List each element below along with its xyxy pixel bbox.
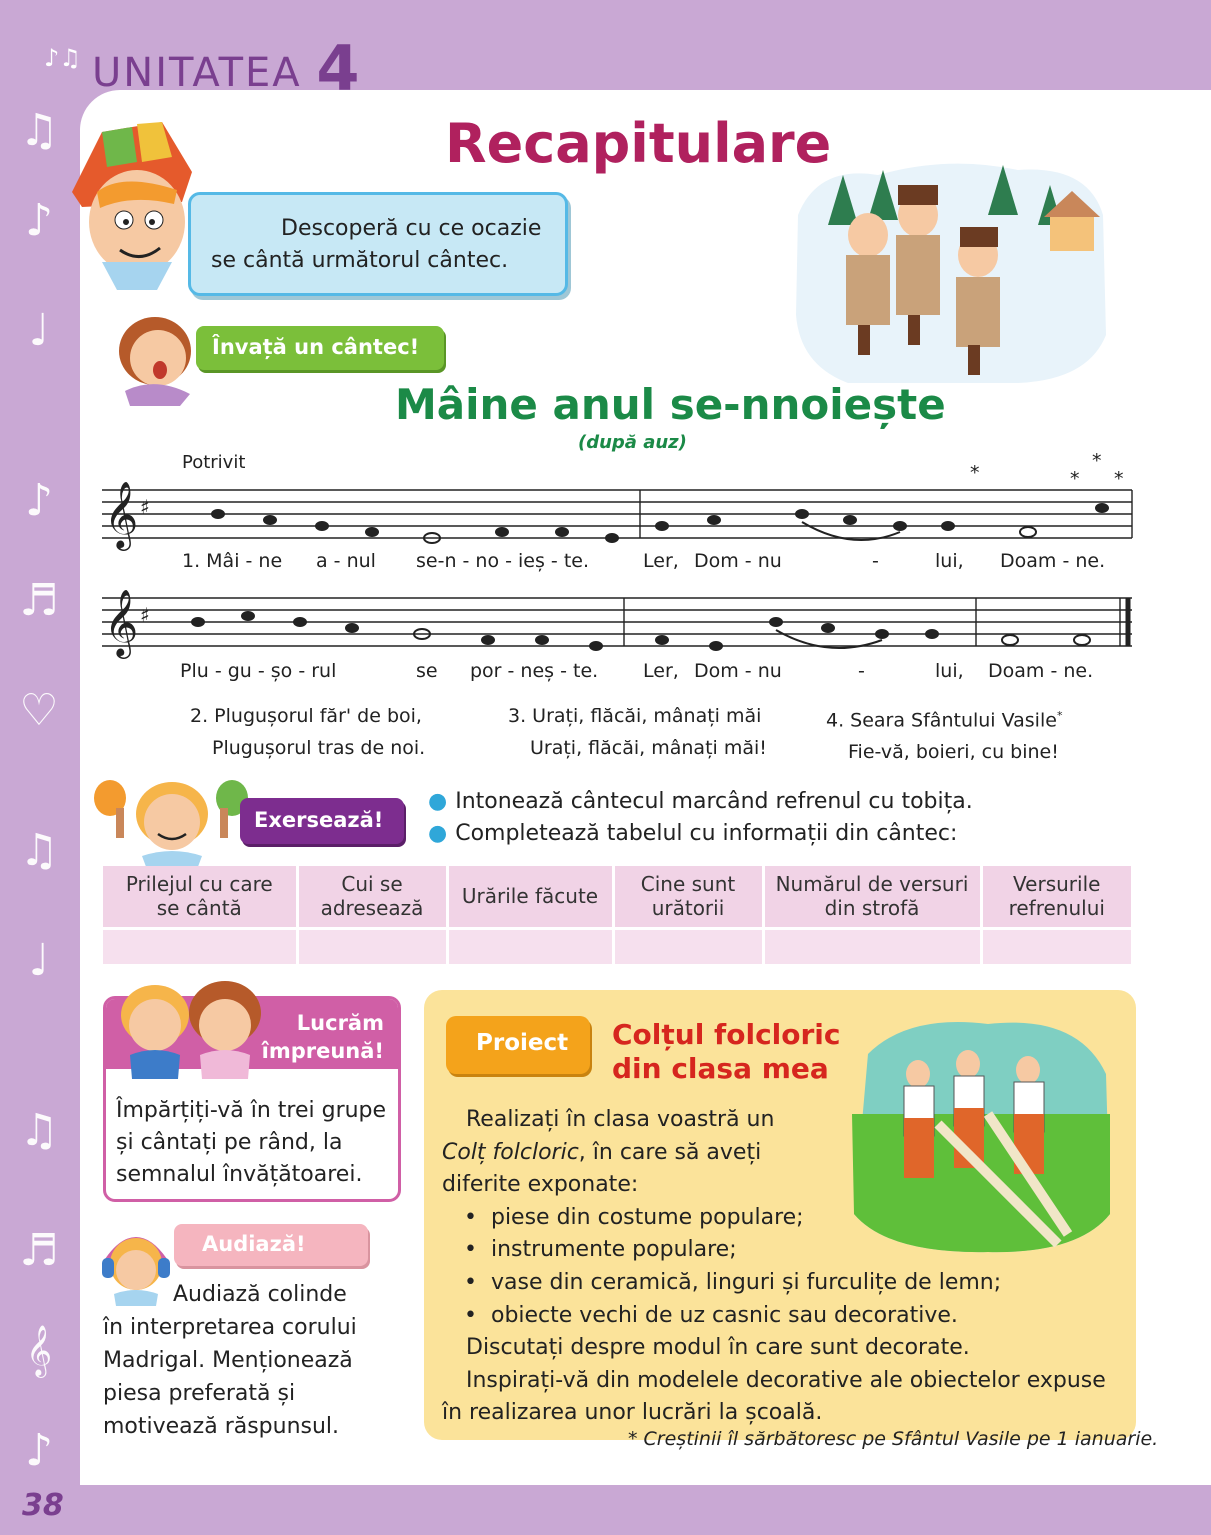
project-text [442, 1104, 1106, 1430]
unit-title [92, 28, 362, 105]
carolers-winter-illustration [788, 155, 1108, 385]
violin-icon: ♬ [19, 1225, 59, 1276]
exercise-bullet-1 [428, 786, 973, 818]
lyric-r1-8: Doam - ne. [1000, 550, 1106, 572]
project-intro-line-2 [442, 1137, 1106, 1170]
listen-line: motivează răspunsul. [103, 1414, 340, 1439]
guitar-icon: ♩ [28, 305, 50, 356]
footnote: * Creștinii îl sărbătoresc pe Sfântul Vasile pe 1 ianuarie. [628, 1428, 1159, 1450]
music-notes-icon: ♪♫ [44, 44, 81, 72]
fermata-stars: * [970, 462, 980, 484]
maracas-boy-illustration [92, 772, 252, 872]
lyric-r1-2: a - nul [316, 550, 376, 572]
eighth-note-icon: ♪ [24, 475, 54, 526]
intro-speech-bubble [188, 192, 568, 296]
table-cell[interactable] [447, 928, 613, 964]
music-staff-row-1 [102, 462, 1136, 552]
table-header [297, 866, 447, 928]
work-text-line: Împărțiți-vă în trei grupe [116, 1098, 387, 1123]
bullet-dot-icon: ● [428, 789, 448, 814]
verse-4-line-2: Fie-vă, boieri, cu bine! [848, 741, 1059, 764]
project-intro-line-3: diferite exponate: [442, 1172, 639, 1198]
lyric-r1-5: Dom - nu [694, 550, 782, 572]
double-note-icon: ♫ [19, 1105, 59, 1156]
project-paragraph-3-line-1: Inspirați-vă din modelele decorative ale obiectelor expuse [466, 1367, 1106, 1393]
table-cell[interactable] [103, 928, 297, 964]
verse-2 [190, 700, 425, 764]
work-text-line: semnalul învățătoarei. [116, 1162, 363, 1187]
song-subtitle: (după auz) [578, 432, 687, 453]
table-header [981, 866, 1131, 928]
listen-line: Audiază colinde [173, 1282, 347, 1307]
verse-3 [508, 700, 767, 764]
music-staff-row-2 [102, 570, 1136, 660]
unit-number: 4 [316, 32, 362, 105]
svg-text:𝄞: 𝄞 [104, 480, 139, 548]
lyric-r2-2: se [416, 660, 438, 682]
lyric-r2-3: por - neș - te. [470, 660, 599, 682]
work-text-line: și cântați pe rând, la [116, 1130, 343, 1155]
lyric-r2-4: Ler, [643, 660, 679, 682]
list-item: • vase din ceramică, linguri și furculițe de lemn; [442, 1267, 1106, 1300]
table-header-l1: Cine sunt [640, 872, 736, 897]
project-title-l1: Colțul folcloric [612, 1018, 841, 1051]
table-header-l1: Versurile [1013, 872, 1101, 897]
table-header-l2: se cântă [156, 896, 242, 921]
page-number: 38 [22, 1488, 64, 1523]
table-header [763, 866, 981, 928]
table-header-row [103, 866, 1131, 928]
lyric-r2-8: Doam - ne. [988, 660, 1094, 682]
table-header-l2: refrenului [1008, 896, 1105, 921]
song-title: Mâine anul se-nnoiește [395, 380, 946, 429]
project-paragraph-3-line-2: în realizarea unor lucrări la școală. [442, 1400, 823, 1426]
work-together-title-l2: împreună! [261, 1039, 384, 1063]
svg-text:♯: ♯ [140, 603, 150, 627]
exercise-bullets [428, 786, 973, 850]
project-title-l2: din clasa mea [612, 1052, 829, 1085]
table-cell[interactable] [981, 928, 1131, 964]
table-header-l1: Prilejul cu care [125, 872, 273, 897]
exercise-bullet-2-text: Completează tabelul cu informații din cântec: [455, 821, 958, 846]
table-header-l1: Numărul de versuri [775, 872, 969, 897]
verse-3-line-2: Urați, flăcăi, mânați măi! [530, 737, 767, 759]
learn-song-badge: Învață un cântec! [196, 326, 444, 370]
fermata-star-top: * [1092, 450, 1102, 472]
music-note-icon: ♪ [24, 195, 54, 246]
electric-guitar-icon: ♩ [28, 935, 50, 986]
project-intro-italic: Colț folcloric [442, 1139, 579, 1165]
intro-line-2: se cântă următorul cântec. [211, 248, 509, 273]
lyric-r1-6: - [872, 550, 879, 572]
table-cell[interactable] [297, 928, 447, 964]
svg-text:𝄞: 𝄞 [104, 588, 139, 656]
table-header-l2: urătorii [651, 896, 725, 921]
accordion-icon: ♬ [19, 575, 59, 626]
verse-2-line-2: Plugușorul tras de noi. [212, 737, 426, 759]
unit-label: UNITATEA [92, 50, 302, 96]
project-paragraph-2: Discutați despre modul în care sunt decorate. [466, 1335, 970, 1361]
table-row [103, 928, 1131, 964]
lyric-r1-4: Ler, [643, 550, 679, 572]
list-item: • instrumente populare; [442, 1234, 1106, 1267]
exercise-bullet-1-text: Intonează cântecul marcând refrenul cu tobița. [455, 789, 973, 814]
verse-4-star: * [1056, 709, 1063, 722]
listen-text [103, 1278, 403, 1443]
smile-note-icon: ♫ [19, 825, 59, 876]
page-title: Recapitulare [445, 112, 832, 175]
fermata-star-left: * [1070, 468, 1080, 490]
boy-character-illustration [62, 112, 202, 292]
lyric-r2-6: - [858, 660, 865, 682]
listen-badge: Audiază! [174, 1224, 368, 1266]
table-header-l2: din strofă [824, 896, 920, 921]
exercise-badge: Exersează! [240, 798, 404, 844]
two-kids-illustration [110, 975, 270, 1085]
lyric-r2-7: lui, [935, 660, 964, 682]
table-cell[interactable] [613, 928, 763, 964]
singing-girl-illustration [100, 306, 210, 406]
project-badge: Proiect [446, 1016, 590, 1074]
project-intro-rest: , în care să aveți [578, 1139, 762, 1165]
verse-3-line-1: 3. Urați, flăcăi, mânați măi [508, 705, 762, 727]
project-intro-line-1: Realizați în clasa voastră un [466, 1107, 775, 1132]
lyric-r1-7: lui, [935, 550, 964, 572]
lyric-r1-3: se-n - no - ieș - te. [416, 550, 590, 572]
table-header [447, 866, 613, 928]
heart-icon: ♡ [19, 685, 59, 736]
lyric-r2-1: Plu - gu - șo - rul [180, 660, 337, 682]
table-header-l2: adresează [320, 896, 424, 921]
verse-2-line-1: 2. Plugușorul făr' de boi, [190, 705, 422, 727]
work-together-title-l1: Lucrăm [296, 1011, 384, 1035]
table-cell[interactable] [763, 928, 981, 964]
svg-text:♯: ♯ [140, 495, 150, 519]
lyric-r2-5: Dom - nu [694, 660, 782, 682]
list-item: • piese din costume populare; [442, 1202, 1106, 1235]
exercise-bullet-2 [428, 818, 973, 850]
microphone-icon: ♪ [24, 1425, 54, 1476]
listen-line: piesa preferată și [103, 1381, 296, 1406]
table-header-l1: Cui se [341, 872, 403, 897]
lyric-r1-1: 1. Mâi - ne [182, 550, 283, 572]
verse-4 [826, 700, 1062, 768]
song-info-table [103, 866, 1131, 964]
treble-clef-icon: 𝄞 [25, 1325, 52, 1376]
work-together-title [262, 1009, 384, 1065]
tempo-marking: Potrivit [182, 452, 246, 473]
table-header-l1: Urările făcute [461, 884, 599, 909]
bottom-band [0, 1485, 1211, 1535]
intro-line-1: Descoperă cu ce ocazie [281, 216, 542, 241]
table-header [103, 866, 297, 928]
table-header [613, 866, 763, 928]
project-title [612, 1018, 841, 1086]
bullet-dot-icon: ● [428, 821, 448, 846]
list-item: • obiecte vechi de uz casnic sau decorative. [442, 1300, 1106, 1333]
fermata-star-right: * [1114, 468, 1124, 490]
listen-line: Madrigal. Menționează [103, 1348, 353, 1373]
verse-4-line-1: 4. Seara Sfântului Vasile [826, 709, 1057, 732]
listen-line: în interpretarea corului [103, 1315, 357, 1340]
work-together-text [116, 1095, 386, 1191]
saxophone-icon: ♫ [19, 105, 59, 156]
